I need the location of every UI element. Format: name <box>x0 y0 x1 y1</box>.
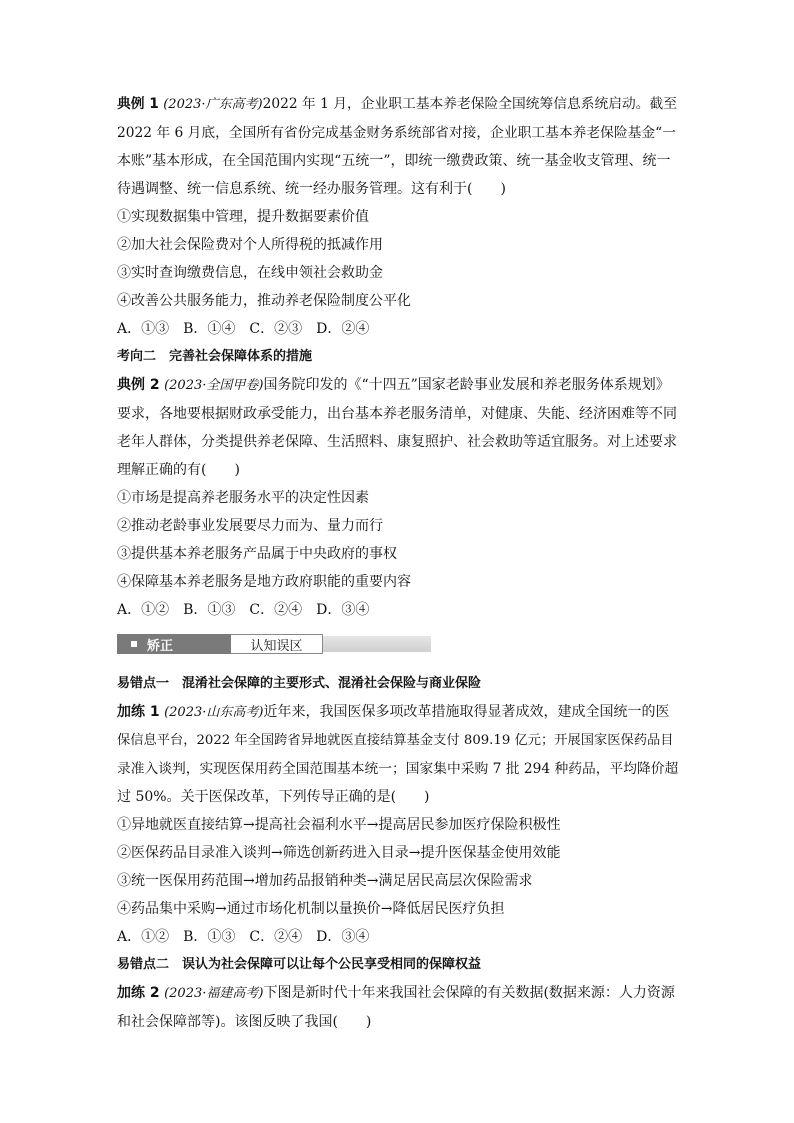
example-1-option-3: ③实时查询缴费信息，在线申领社会救助金 <box>117 265 383 281</box>
error-point-1-heading: 易错点一 混淆社会保障的主要形式、混淆社会保险与商业保险 <box>117 676 482 691</box>
square-bullet-icon <box>131 641 137 647</box>
practice-2-label: 加练 2 <box>117 985 160 1001</box>
practice-1-option-3: ③统一医保用药范围→增加药品报销种类→满足居民高层次保险需求 <box>117 873 533 889</box>
example-1-line-1 <box>117 90 679 119</box>
practice-1-option-2: ②医保药品目录准入谈判→筛选创新药进入目录→提升医保基金使用效能 <box>117 845 561 861</box>
practice-1-option-4: ④药品集中采购→通过市场化机制以量换价→降低居民医疗负担 <box>117 901 505 917</box>
section-banner <box>117 634 431 654</box>
example-2-line-3: 老年人群体，分类提供养老保障、生活照料、康复照护、社会救助等适宜服务。对上述要求 <box>117 434 677 450</box>
practice-2-source: (2023·福建高考) <box>164 986 264 1001</box>
practice-1-line-2: 保信息平台，2022 年全国跨省异地就医直接结算基金支付 809.19 亿元；开展国家医保药品目 <box>117 733 674 748</box>
practice-2-line-2: 和社会保障部等)。该图反映了我国( ) <box>117 1014 372 1030</box>
banner-right-text: 认知误区 <box>231 634 323 654</box>
example-2-option-1: ①市场是提高养老服务水平的决定性因素 <box>117 490 369 506</box>
practice-1-label: 加练 1 <box>117 704 160 720</box>
practice-1-line-1 <box>117 698 679 727</box>
example-1-answers: A．①③ B．①④ C．②③ D．②④ <box>117 321 370 337</box>
banner-gradient-bar <box>323 636 431 652</box>
example-1-line-2: 2022 年 6 月底，全国所有省份完成基金财务系统部省对接，企业职工基本养老保险基金“一 <box>117 125 676 141</box>
practice-1-line-3: 录准入谈判，实现医保用药全国范围基本统一；国家集中采购 7 批 294 种药品，平均降价超 <box>117 761 679 777</box>
example-1-line-4: 待遇调整、统一信息系统、统一经办服务管理。这有利于( ) <box>117 181 506 197</box>
example-2-text-1: 国务院印发的《“十四五”国家老龄事业发展和养老服务体系规划》 <box>263 377 670 393</box>
banner-label <box>117 634 231 654</box>
example-2-line-1 <box>117 371 679 400</box>
example-2-line-2: 要求，各地要根据财政承受能力，出台基本养老服务清单，对健康、失能、经济困难等不同 <box>117 406 677 422</box>
banner-left-text: 矫正 <box>147 638 174 654</box>
example-1-source: (2023·广东高考) <box>163 97 263 112</box>
example-2-line-4: 理解正确的有( ) <box>117 462 240 478</box>
practice-1-answers: A．①② B．①③ C．②④ D．③④ <box>117 929 370 945</box>
example-2-option-4: ④保障基本养老服务是地方政府职能的重要内容 <box>117 574 411 590</box>
example-1-text-1: 2022 年 1 月，企业职工基本养老保险全国统筹信息系统启动。截至 <box>262 96 677 112</box>
example-2-option-2: ②推动老龄事业发展要尽力而为、量力而行 <box>117 518 383 534</box>
practice-1-line-4: 过 50%。关于医保改革，下列传导正确的是( ) <box>117 789 430 805</box>
example-2-answers: A．①② B．①③ C．②④ D．③④ <box>117 602 370 618</box>
practice-1-option-1: ①异地就医直接结算→提高社会福利水平→提高居民参加医疗保险积极性 <box>117 817 561 833</box>
practice-1-source: (2023·山东高考) <box>164 705 264 720</box>
example-1-label: 典例 1 <box>117 96 159 112</box>
practice-1-text-1: 近年来，我国医保多项改革措施取得显著成效，建成全国统一的医 <box>263 704 670 720</box>
example-2-source: (2023·全国甲卷) <box>164 378 264 393</box>
example-1-option-4: ④改善公共服务能力，推动养老保险制度公平化 <box>117 293 411 309</box>
example-1-option-2: ②加大社会保险费对个人所得税的抵减作用 <box>117 237 383 253</box>
practice-2-text-1: 下图是新时代十年来我国社会保障的有关数据(数据来源：人力资源 <box>263 985 675 1001</box>
practice-2-line-1 <box>117 979 679 1008</box>
example-2-label: 典例 2 <box>117 377 160 393</box>
example-2-option-3: ③提供基本养老服务产品属于中央政府的事权 <box>117 546 397 562</box>
example-1-option-1: ①实现数据集中管理，提升数据要素价值 <box>117 209 369 225</box>
direction-2-heading: 考向二 完善社会保障体系的措施 <box>117 349 313 364</box>
content <box>117 90 679 1036</box>
example-1-line-3: 本账”基本形成，在全国范围内实现“五统一”，即统一缴费政策、统一基金收支管理、统一 <box>117 153 671 169</box>
error-point-2-heading: 易错点二 误认为社会保障可以让每个公民享受相同的保障权益 <box>117 957 482 972</box>
